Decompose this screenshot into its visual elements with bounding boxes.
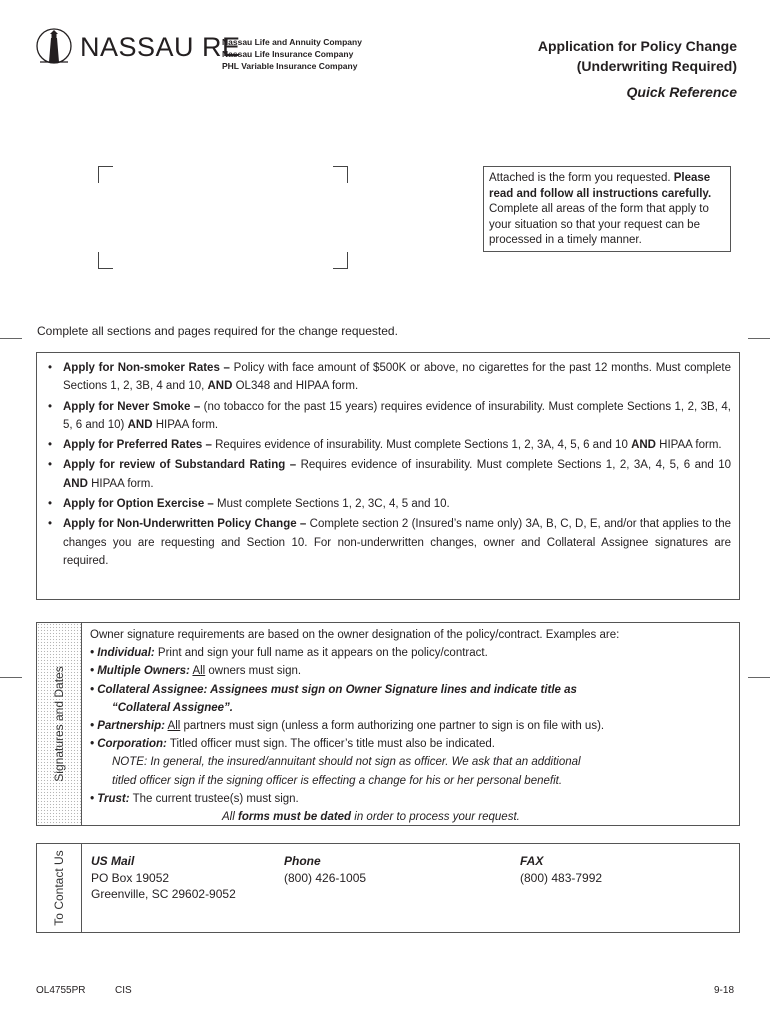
notice-rest: Complete all areas of the form that apply to your situation so that your request can be processed in a timely manner. [489, 203, 709, 246]
fold-mark [748, 677, 770, 678]
sig-multiple: • Multiple Owners: All owners must sign. [90, 665, 302, 678]
window-corner-mark [333, 166, 348, 183]
window-corner-mark [98, 166, 113, 183]
sig-dated: All forms must be dated in order to process your request. [222, 811, 520, 824]
contact-mail [91, 853, 236, 903]
section-sidebar [37, 844, 82, 932]
contact-phone [284, 853, 366, 886]
sig-collateral-1: • Collateral Assignee: Assignees must sign on Owner Signature lines and indicate title as [90, 683, 577, 696]
fold-mark [0, 677, 22, 678]
lighthouse-icon [34, 26, 74, 70]
mail-heading: US Mail [91, 854, 135, 868]
fax-heading: FAX [520, 854, 544, 868]
mail-line-2: Greenville, SC 29602-9052 [91, 887, 236, 901]
phone-number[interactable]: (800) 426-1005 [284, 870, 367, 885]
notice-bold: Please read and follow all instructions carefully. [489, 172, 712, 200]
instructions-box [36, 352, 740, 600]
mail-line-1: PO Box 19052 [91, 870, 170, 885]
signatures-body [90, 626, 731, 826]
sig-collateral-2: “Collateral Assignee”. [112, 701, 234, 714]
form-number: OL4755PR [36, 985, 86, 996]
form-code: CIS [115, 985, 132, 996]
sig-corporation: • Corporation: Titled officer must sign. The officer’s title must also be indicated. [90, 738, 495, 751]
notice-lead: Attached is the form you requested. [489, 172, 671, 184]
fax-number: (800) 483-7992 [520, 870, 603, 885]
list-item: • Apply for Never Smoke – (no tobacco for the past 15 years) requires evidence of insurability. Must complete Sections 1, 2, 3B, 4, 5, 6 and 10) AND HIPAA form. [47, 398, 731, 435]
intro-text: Complete all sections and pages required for the change requested. [37, 324, 398, 338]
title-line-1: Application for Policy Change [537, 38, 737, 54]
fold-mark [748, 338, 770, 339]
sig-individual: • Individual: Print and sign your full name as it appears on the policy/contract. [90, 647, 488, 660]
window-corner-mark [333, 252, 348, 269]
contact-fax [520, 853, 602, 886]
sidebar-label: Signatures and Dates [52, 666, 66, 782]
list-item: • Apply for Non-Underwritten Policy Change – Complete section 2 (Insured’s name only) 3A, B, C, D, E, and/or that applies to the changes you are requesting and Section 10. For non-underwritten changes, owner and Collateral Assignee signatures are required. [47, 515, 731, 570]
section-sidebar [37, 623, 82, 825]
form-date: 9-18 [713, 985, 734, 996]
sig-note-1: NOTE: In general, the insured/annuitant should not sign as officer. We ask that an additional [112, 756, 581, 769]
company-name: Nassau Life and Annuity Company [222, 37, 362, 47]
page-title [538, 36, 737, 100]
signatures-box [36, 622, 740, 826]
sidebar-label: To Contact Us [52, 850, 66, 926]
sig-intro: Owner signature requirements are based on the owner designation of the policy/contract. Examples are: [90, 629, 620, 641]
logo-text: NASSAU RE [80, 32, 241, 62]
attached-notice-box [483, 166, 731, 252]
contact-box [36, 843, 740, 933]
sig-partnership: • Partnership: All partners must sign (unless a form authorizing one partner to sign is on file with us). [90, 720, 605, 733]
list-item: • Apply for Preferred Rates – Requires evidence of insurability. Must complete Sections 1, 2, 3A, 4, 5, 6 and 10 AND HIPAA form. [47, 436, 731, 454]
company-list [222, 36, 362, 72]
quick-reference-label: Quick Reference [626, 84, 737, 100]
list-item: • Apply for Non-smoker Rates – Policy with face amount of $500K or above, no cigarettes for the past 12 months. Must complete Sections 1, 2, 3B, 4 and 10, AND OL348 and HIPAA form. [47, 359, 731, 396]
sig-note-2: titled officer sign if the signing officer is effecting a change for his or her personal benefit. [112, 774, 563, 787]
sig-trust: • Trust: The current trustee(s) must sign. [90, 792, 299, 805]
window-corner-mark [98, 252, 113, 269]
title-line-2: (Underwriting Required) [576, 58, 737, 74]
company-name: PHL Variable Insurance Company [222, 61, 358, 71]
company-name: Nassau Life Insurance Company [222, 49, 354, 59]
nassau-re-logo [34, 26, 241, 70]
list-item: • Apply for Option Exercise – Must complete Sections 1, 2, 3C, 4, 5 and 10. [47, 495, 731, 513]
phone-heading: Phone [284, 854, 321, 868]
fold-mark [0, 338, 22, 339]
list-item: • Apply for review of Substandard Rating – Requires evidence of insurability. Must complete Sections 1, 2, 3A, 4, 5, 6 and 10 AND HIPAA form. [47, 456, 731, 493]
